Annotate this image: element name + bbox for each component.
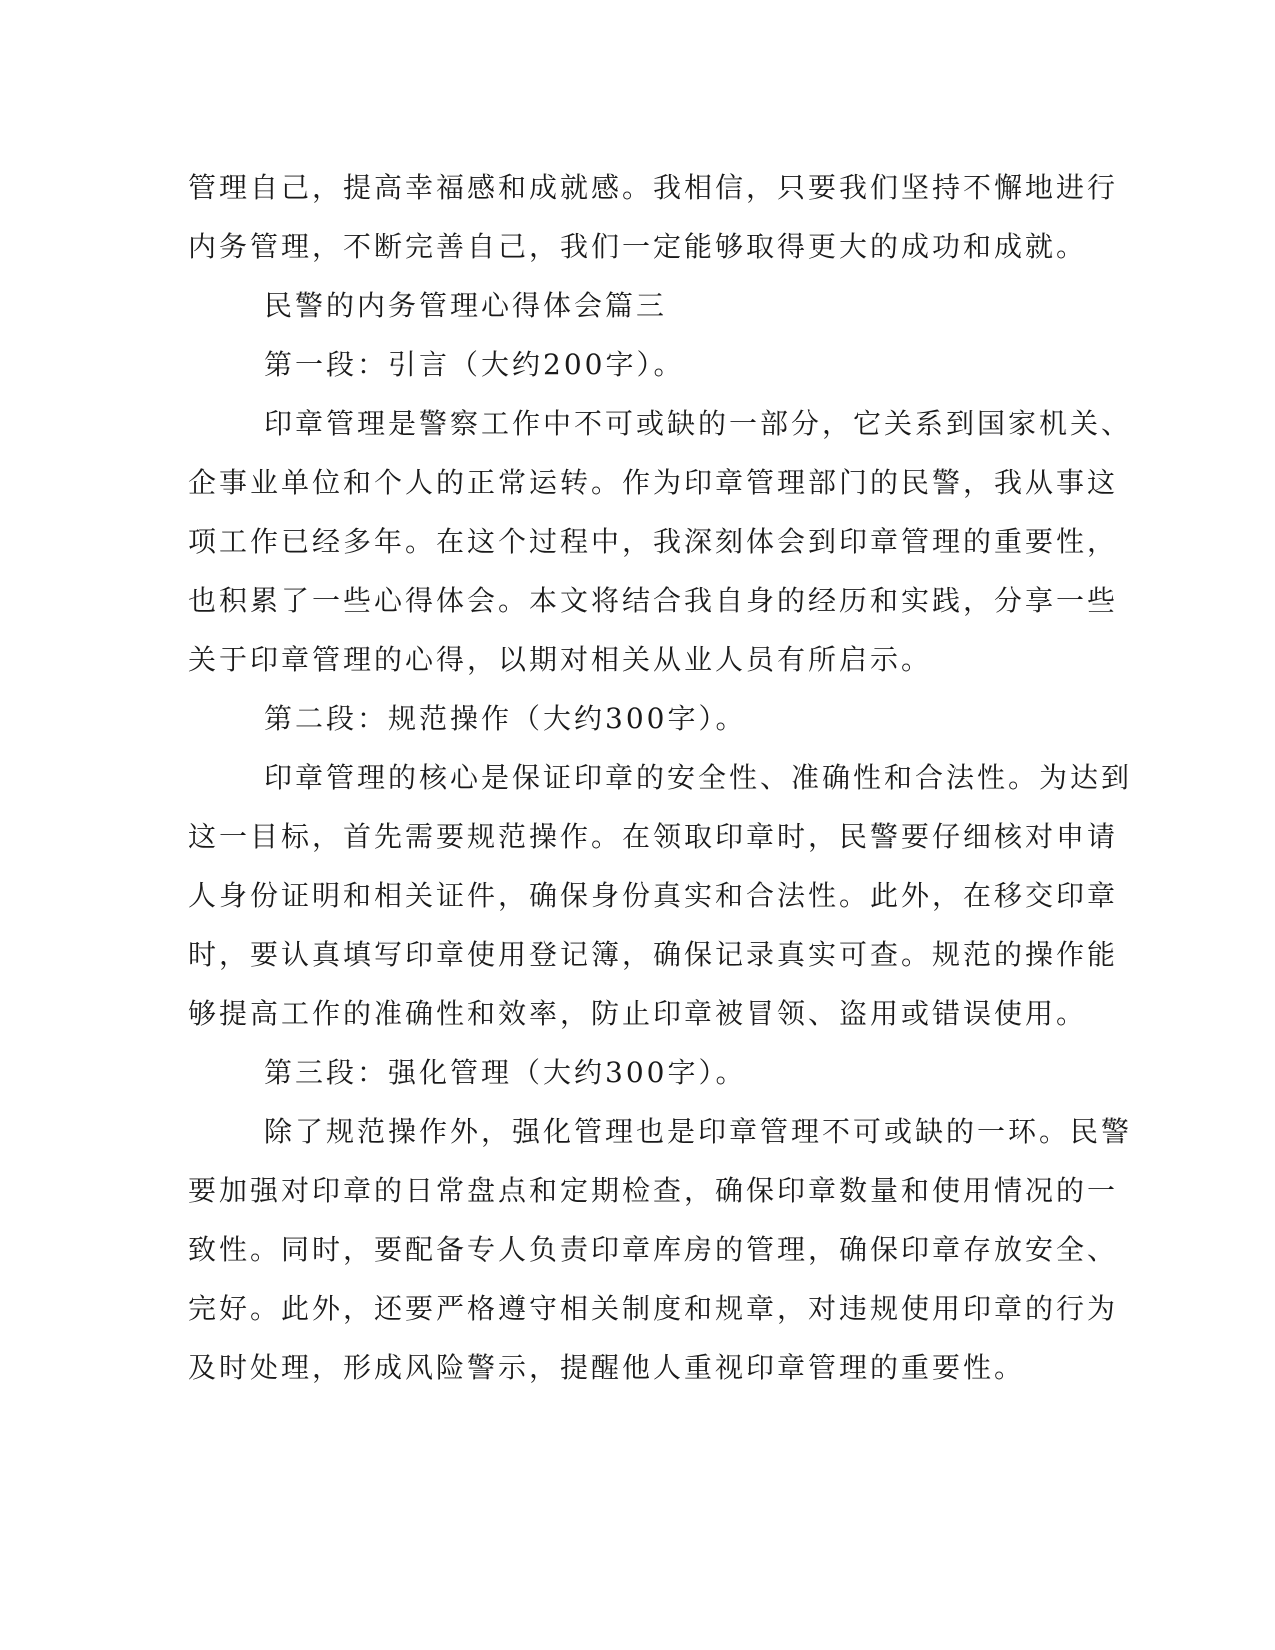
paragraph-line: 除了规范操作外，强化管理也是印章管理不可或缺的一环。民警	[264, 1115, 1133, 1148]
paragraph-line: 也积累了一些心得体会。本文将结合我自身的经历和实践，分享一些	[188, 584, 1119, 617]
paragraph-line: 关于印章管理的心得，以期对相关从业人员有所启示。	[188, 643, 933, 676]
section-title: 民警的内务管理心得体会篇三	[264, 289, 668, 322]
paragraph-line: 致性。同时，要配备专人负责印章库房的管理，确保印章存放安全、	[188, 1233, 1119, 1266]
paragraph-line: 这一目标，首先需要规范操作。在领取印章时，民警要仔细核对申请	[188, 820, 1119, 853]
paragraph-line: 印章管理的核心是保证印章的安全性、准确性和合法性。为达到	[264, 761, 1133, 794]
paragraph-line: 企事业单位和个人的正常运转。作为印章管理部门的民警，我从事这	[188, 466, 1119, 499]
section-heading: 第一段：引言（大约200字）。	[264, 348, 685, 381]
paragraph-line: 及时处理，形成风险警示，提醒他人重视印章管理的重要性。	[188, 1351, 1026, 1384]
paragraph-line: 印章管理是警察工作中不可或缺的一部分，它关系到国家机关、	[264, 407, 1133, 440]
section-heading: 第二段：规范操作（大约300字）。	[264, 702, 747, 735]
section-heading: 第三段：强化管理（大约300字）。	[264, 1056, 747, 1089]
paragraph-line: 人身份证明和相关证件，确保身份真实和合法性。此外，在移交印章	[188, 879, 1119, 912]
paragraph-line: 够提高工作的准确性和效率，防止印章被冒领、盗用或错误使用。	[188, 997, 1088, 1030]
paragraph-line: 项工作已经多年。在这个过程中，我深刻体会到印章管理的重要性，	[188, 525, 1119, 558]
paragraph-line: 要加强对印章的日常盘点和定期检查，确保印章数量和使用情况的一	[188, 1174, 1119, 1207]
paragraph-line: 完好。此外，还要严格遵守相关制度和规章，对违规使用印章的行为	[188, 1292, 1119, 1325]
document-body	[188, 158, 1133, 1397]
paragraph-line: 时，要认真填写印章使用登记簿，确保记录真实可查。规范的操作能	[188, 938, 1119, 971]
paragraph-line: 管理自己，提高幸福感和成就感。我相信，只要我们坚持不懈地进行	[188, 171, 1119, 204]
paragraph-line: 内务管理，不断完善自己，我们一定能够取得更大的成功和成就。	[188, 230, 1088, 263]
